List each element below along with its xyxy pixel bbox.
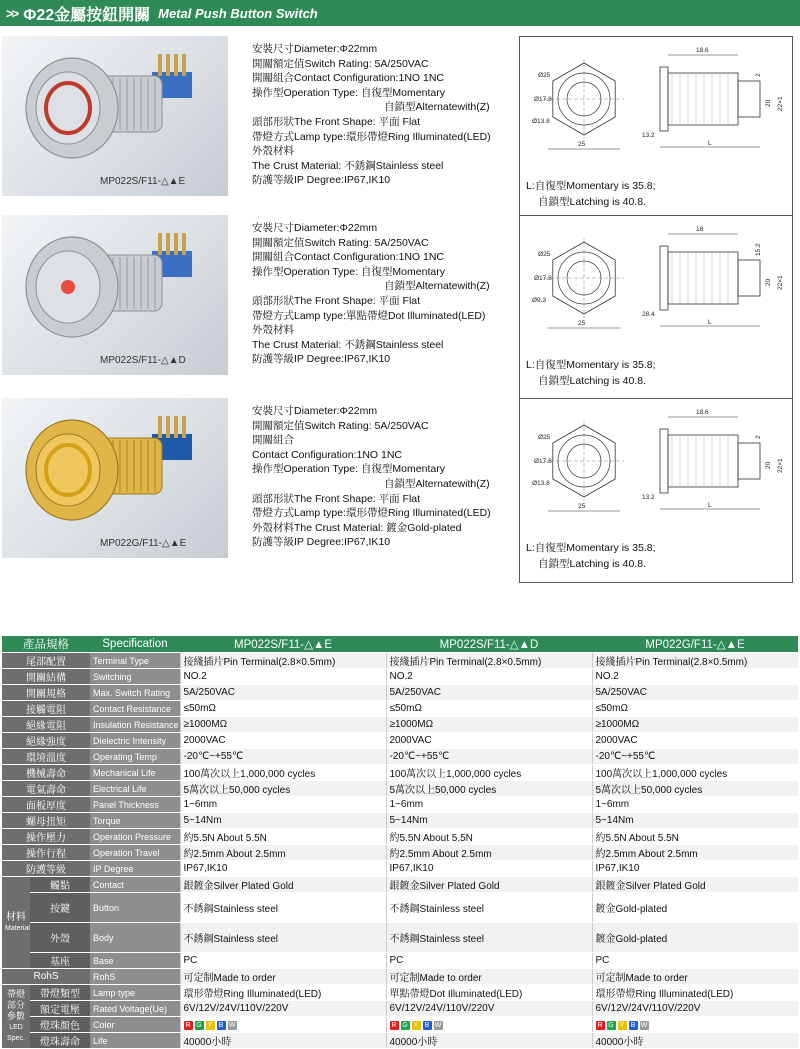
table-row: [2, 669, 798, 685]
terminal-pin: [166, 54, 170, 76]
led-color-swatch: W: [640, 1022, 648, 1029]
led-color-swatch: Y: [206, 1021, 215, 1030]
led-color-swatch: G: [608, 1022, 614, 1029]
row-label-cn: 燈珠壽命: [30, 1033, 90, 1049]
table-cell: IP67,IK10: [386, 861, 592, 877]
row-label-en: IP Degree: [90, 861, 180, 877]
dim-label: 28.4: [642, 311, 655, 318]
table-row: [2, 749, 798, 765]
spec-line: 外殼材料: [252, 145, 294, 158]
table-cell: IP67,IK10: [180, 861, 386, 877]
length-note: L:自復型Momentary is 35.8;: [526, 542, 656, 554]
dim-label: L: [708, 502, 712, 509]
dim-label: L: [708, 319, 712, 326]
table-cell: 6V/12V/24V/110V/220V: [592, 1001, 798, 1017]
spec-line: 帶燈方式Lamp type:環形帶燈Ring Illuminated(LED): [252, 130, 491, 143]
product-section: [0, 398, 800, 568]
push-button-illustration: [2, 36, 228, 176]
table-row: [2, 1033, 798, 1049]
product-section: [0, 36, 800, 206]
product-photo: [2, 215, 228, 375]
dim-label: Ø25: [538, 72, 551, 79]
spec-line: 開關額定值Switch Rating: 5A/250VAC: [252, 57, 429, 70]
spec-line: 帶燈方式Lamp type:單點帶燈Dot Illuminated(LED): [252, 309, 486, 322]
spec-line: 操作型Operation Type: 自復型Momentary: [252, 86, 445, 99]
row-label-cn: 尾部配置: [2, 653, 90, 669]
row-label-cn: 帶燈類型: [30, 985, 90, 1001]
led-color-swatch: B: [217, 1021, 226, 1030]
row-label-en: Operation Travel: [90, 845, 180, 861]
dim-label: Ø25: [538, 434, 551, 441]
table-row: [2, 717, 798, 733]
row-label-en: Operation Pressure: [90, 829, 180, 845]
row-label-cn: 開關結構: [2, 669, 90, 685]
dim-label: 25: [578, 503, 586, 510]
table-row: [2, 765, 798, 781]
table-cell: 單點帶燈Dot Illuminated(LED): [386, 985, 592, 1001]
material-group-en: Material: [5, 924, 30, 932]
dim-label: 2: [755, 73, 762, 77]
dim-label: 25: [578, 141, 586, 148]
dimension-drawing: [519, 398, 793, 583]
table-cell: 環形帶燈Ring Illuminated(LED): [180, 985, 386, 1001]
table-cell: ≥1000MΩ: [592, 717, 798, 733]
spec-line: 自鎖型Alternatewith(Z): [384, 101, 490, 114]
table-cell: 接綫插片Pin Terminal(2.8×0.5mm): [386, 653, 592, 669]
spec-line: 開關組合: [252, 434, 294, 447]
row-label-en: Rated Voltage(Ue): [90, 1001, 180, 1017]
table-cell: 5~14Nm: [386, 813, 592, 829]
table-cell: 銀鍍金Silver Plated Gold: [386, 877, 592, 893]
bezel-side: [660, 67, 668, 131]
table-row: [2, 893, 798, 923]
table-cell: 2000VAC: [180, 733, 386, 749]
table-cell: 5萬次以上50,000 cycles: [180, 781, 386, 797]
table-cell: [180, 1017, 386, 1033]
table-cell: 2000VAC: [592, 733, 798, 749]
table-row: [2, 653, 798, 669]
terminal-pin: [166, 233, 170, 255]
product-model-caption: MP022S/F11-△▲D: [100, 355, 186, 366]
led-color-swatch: W: [228, 1022, 236, 1029]
row-label-cn: 機械壽命: [2, 765, 90, 781]
dim-label: L: [708, 140, 712, 147]
table-cell: 約2.5mm About 2.5mm: [180, 845, 386, 861]
terminal-pin: [174, 233, 178, 255]
push-button-illustration: [2, 398, 228, 538]
table-cell: 5A/250VAC: [180, 685, 386, 701]
row-label-en: Torque: [90, 813, 180, 829]
table-cell: 不銹鋼Stainless steel: [180, 893, 386, 923]
spec-line: 開關額定值Switch Rating: 5A/250VAC: [252, 419, 429, 432]
table-cell: -20℃~+55℃: [180, 749, 386, 765]
row-label-cn: 絕緣強度: [2, 733, 90, 749]
table-cell: 2000VAC: [386, 733, 592, 749]
product-section: [0, 215, 800, 385]
led-color-swatch: Y: [412, 1021, 421, 1030]
led-color-swatch: G: [196, 1022, 202, 1029]
table-row: [2, 1017, 798, 1033]
table-cell: NO.2: [386, 669, 592, 685]
led-group-en: LED Spec.: [7, 1024, 25, 1042]
table-cell: ≤50mΩ: [592, 701, 798, 717]
table-cell: PC: [592, 953, 798, 969]
spec-line: 開關額定值Switch Rating: 5A/250VAC: [252, 236, 429, 249]
table-cell: -20℃~+55℃: [386, 749, 592, 765]
table-cell: NO.2: [180, 669, 386, 685]
table-cell: 1~6mm: [180, 797, 386, 813]
spec-list: [252, 42, 491, 188]
terminal-side: [738, 81, 760, 117]
length-note: 自鎖型Latching is 40.8.: [538, 375, 646, 387]
table-cell: 鍍金Gold-plated: [592, 893, 798, 923]
row-label-cn: 額定電壓: [30, 1001, 90, 1017]
row-label-cn: 操作壓力: [2, 829, 90, 845]
row-label-cn: 面板厚度: [2, 797, 90, 813]
dim-label: 22×1: [777, 275, 784, 290]
table-cell: 銀鍍金Silver Plated Gold: [180, 877, 386, 893]
spec-line: 操作型Operation Type: 自復型Momentary: [252, 463, 445, 476]
spec-line: 防護等級IP Degree:IP67,IK10: [252, 353, 391, 366]
row-label-en: Mechanical Life: [90, 765, 180, 781]
row-label-en: Electrical Life: [90, 781, 180, 797]
spec-list: [252, 404, 491, 550]
page-header: [0, 0, 800, 26]
table-cell: 5A/250VAC: [592, 685, 798, 701]
specification-table: [2, 636, 798, 1049]
row-label-en: Switching: [90, 669, 180, 685]
table-row: [2, 923, 798, 953]
row-label-cn: 防護等級: [2, 861, 90, 877]
terminal-side: [738, 260, 760, 296]
terminal-side: [738, 443, 760, 479]
row-label-cn: 外殼: [30, 923, 90, 953]
table-cell: 40000小時: [386, 1033, 592, 1049]
row-label-en: Body: [90, 923, 180, 953]
table-cell: 不銹鋼Stainless steel: [180, 923, 386, 953]
terminal-pin: [158, 233, 162, 255]
technical-drawing: [520, 399, 792, 534]
spec-list: [252, 221, 490, 367]
led-color-swatch: B: [629, 1021, 638, 1030]
dim-label: Ø9.3: [532, 297, 547, 304]
row-label-cn: 絕緣電阻: [2, 717, 90, 733]
header-model: MP022S/F11-△▲E: [180, 636, 386, 653]
table-header-row: [2, 636, 798, 653]
table-row: [2, 877, 798, 893]
led-color-swatch: R: [391, 1022, 397, 1029]
table-row: [2, 701, 798, 717]
row-label-en: Contact: [90, 877, 180, 893]
row-label-cn: 螺母扭矩: [2, 813, 90, 829]
push-button-illustration: [2, 215, 228, 355]
spec-line: The Crust Material: 不銹鋼Stainless steel: [252, 159, 444, 172]
header-cn: 產品規格: [2, 636, 90, 653]
terminal-pin: [182, 416, 186, 438]
table-cell: 鍍金Gold-plated: [592, 923, 798, 953]
spec-line: The Crust Material: 不銹鋼Stainless steel: [252, 338, 444, 351]
table-cell: NO.2: [592, 669, 798, 685]
table-cell: 接綫插片Pin Terminal(2.8×0.5mm): [180, 653, 386, 669]
row-label-en: Max. Switch Rating: [90, 685, 180, 701]
table-cell: ≥1000MΩ: [386, 717, 592, 733]
spec-line: 帶燈方式Lamp type:環形帶燈Ring Illuminated(LED): [252, 507, 491, 520]
spec-line: 安裝尺寸Diameter:Φ22mm: [252, 405, 378, 417]
product-model-caption: MP022G/F11-△▲E: [100, 538, 187, 549]
table-cell: 5~14Nm: [180, 813, 386, 829]
spec-line: 外殼材料The Crust Material: 鍍金Gold-plated: [252, 521, 462, 534]
led-group-label: [2, 985, 30, 1049]
bezel-side: [660, 246, 668, 310]
table-cell: 100萬次以上1,000,000 cycles: [592, 765, 798, 781]
row-label-cn: 操作行程: [2, 845, 90, 861]
table-cell: [592, 1017, 798, 1033]
spec-line: 自鎖型Alternatewith(Z): [384, 477, 490, 490]
table-cell: 約5.5N About 5.5N: [592, 829, 798, 845]
terminal-pin: [182, 233, 186, 255]
table-cell: 環形帶燈Ring Illuminated(LED): [592, 985, 798, 1001]
table-cell: ≥1000MΩ: [180, 717, 386, 733]
table-row: [2, 969, 798, 985]
table-cell: 接綫插片Pin Terminal(2.8×0.5mm): [592, 653, 798, 669]
dimension-drawing: [519, 36, 793, 221]
spec-line: 開關組合Contact Configuration:1NO 1NC: [252, 251, 444, 264]
led-group-cn: 帶燈部分參數: [6, 989, 25, 1021]
table-cell: -20℃~+55℃: [592, 749, 798, 765]
product-photo: [2, 398, 228, 558]
led-color-swatch: G: [402, 1022, 408, 1029]
spec-line: 頭部形狀The Front Shape: 平面 Flat: [252, 492, 421, 505]
page-title-en: Metal Push Button Switch: [158, 5, 318, 21]
table-cell: PC: [180, 953, 386, 969]
dim-label: 18: [696, 226, 704, 233]
header-model: MP022G/F11-△▲E: [592, 636, 798, 653]
table-row: [2, 733, 798, 749]
spec-line: 防護等級IP Degree:IP67,IK10: [252, 174, 391, 187]
row-label-en: Dielectric Intensity: [90, 733, 180, 749]
led-color-swatch: R: [185, 1022, 191, 1029]
table-cell: PC: [386, 953, 592, 969]
table-row: [2, 985, 798, 1001]
dimension-drawing: [519, 215, 793, 400]
body-side: [668, 435, 738, 487]
bezel-side: [660, 429, 668, 493]
dim-label: Ø13.8: [532, 480, 550, 487]
product-photo: [2, 36, 228, 196]
terminal-pin: [174, 54, 178, 76]
table-cell: 5~14Nm: [592, 813, 798, 829]
table-cell: 6V/12V/24V/110V/220V: [180, 1001, 386, 1017]
table-row: [2, 1001, 798, 1017]
spec-line: 頭部形狀The Front Shape: 平面 Flat: [252, 115, 421, 128]
terminal-pin: [182, 54, 186, 76]
table-cell: 約2.5mm About 2.5mm: [592, 845, 798, 861]
table-cell: 5萬次以上50,000 cycles: [386, 781, 592, 797]
led-color-swatch: R: [597, 1022, 603, 1029]
dim-label: 22×1: [777, 96, 784, 111]
row-label-en: Color: [90, 1017, 180, 1033]
terminal-pin: [174, 416, 178, 438]
table-cell: 約5.5N About 5.5N: [386, 829, 592, 845]
led-dot: [61, 280, 75, 294]
spec-line: Contact Configuration:1NO 1NC: [252, 448, 402, 461]
table-row: [2, 829, 798, 845]
page-title-cn: Φ22金屬按鈕開關: [23, 6, 151, 24]
technical-drawing: [520, 216, 792, 351]
led-color-swatch: W: [434, 1022, 442, 1029]
body-side: [668, 73, 738, 125]
table-cell: 40000小時: [180, 1033, 386, 1049]
row-label-en: RohS: [90, 969, 180, 985]
spec-line: 防護等級IP Degree:IP67,IK10: [252, 536, 391, 549]
row-label-en: Life: [90, 1033, 180, 1049]
table-row: [2, 953, 798, 969]
body-side: [668, 252, 738, 304]
dim-label: 20: [765, 99, 772, 107]
terminal-pin: [166, 416, 170, 438]
dim-label: Ø17.8: [534, 458, 552, 465]
technical-drawing: [520, 37, 792, 172]
length-note: 自鎖型Latching is 40.8.: [538, 558, 646, 570]
table-cell: ≤50mΩ: [386, 701, 592, 717]
dim-label: Ø25: [538, 251, 551, 258]
row-label-en: Lamp type: [90, 985, 180, 1001]
table-row: [2, 781, 798, 797]
table-row: [2, 797, 798, 813]
table-cell: 6V/12V/24V/110V/220V: [386, 1001, 592, 1017]
dim-label: 20: [765, 461, 772, 469]
spec-line: 操作型Operation Type: 自復型Momentary: [252, 265, 445, 278]
length-note: L:自復型Momentary is 35.8;: [526, 359, 656, 371]
spec-line: 安裝尺寸Diameter:Φ22mm: [252, 43, 378, 55]
terminal-pin: [158, 416, 162, 438]
row-label-en: Contact Resistance: [90, 701, 180, 717]
material-group-label: [2, 877, 30, 969]
table-cell: 可定制Made to order: [386, 969, 592, 985]
product-model-caption: MP022S/F11-△▲E: [100, 176, 186, 187]
table-cell: 銀鍍金Silver Plated Gold: [592, 877, 798, 893]
row-label-cn: RohS: [2, 969, 90, 985]
dim-label: Ø17.8: [534, 275, 552, 282]
row-label-en: Operating Temp: [90, 749, 180, 765]
table-cell: 可定制Made to order: [180, 969, 386, 985]
table-row: [2, 685, 798, 701]
row-label-cn: 環境溫度: [2, 749, 90, 765]
dim-label: 22×1: [777, 458, 784, 473]
dim-label: 25: [578, 320, 586, 327]
row-label-cn: 燈珠顏色: [30, 1017, 90, 1033]
spec-line: 自鎖型Alternatewith(Z): [384, 280, 490, 293]
table-cell: 100萬次以上1,000,000 cycles: [180, 765, 386, 781]
table-cell: 1~6mm: [592, 797, 798, 813]
table-cell: 1~6mm: [386, 797, 592, 813]
table-cell: ≤50mΩ: [180, 701, 386, 717]
dim-label: 13.2: [642, 132, 655, 139]
length-note: L:自復型Momentary is 35.8;: [526, 180, 656, 192]
spec-line: 頭部形狀The Front Shape: 平面 Flat: [252, 294, 421, 307]
dim-label: 20: [765, 278, 772, 286]
row-label-cn: 基座: [30, 953, 90, 969]
table-row: [2, 861, 798, 877]
table-cell: 100萬次以上1,000,000 cycles: [386, 765, 592, 781]
dim-label: 15.2: [755, 243, 762, 256]
dim-label: Ø13.8: [532, 118, 550, 125]
table-cell: 約2.5mm About 2.5mm: [386, 845, 592, 861]
row-label-en: Base: [90, 953, 180, 969]
table-cell: 不銹鋼Stainless steel: [386, 893, 592, 923]
row-label-en: Insulation Resistance: [90, 717, 180, 733]
dim-label: 18.6: [696, 409, 709, 416]
spec-line: 外殼材料: [252, 324, 294, 337]
led-color-swatch: Y: [618, 1021, 627, 1030]
dim-label: 2: [755, 435, 762, 439]
row-label-en: Terminal Type: [90, 653, 180, 669]
table-cell: 約5.5N About 5.5N: [180, 829, 386, 845]
header-model: MP022S/F11-△▲D: [386, 636, 592, 653]
spec-line: 安裝尺寸Diameter:Φ22mm: [252, 222, 378, 234]
table-cell: 5萬次以上50,000 cycles: [592, 781, 798, 797]
row-label-cn: 電氣壽命: [2, 781, 90, 797]
chevron-icon: >>: [6, 5, 18, 21]
length-note: 自鎖型Latching is 40.8.: [538, 196, 646, 208]
table-cell: 不銹鋼Stainless steel: [386, 923, 592, 953]
table-cell: IP67,IK10: [592, 861, 798, 877]
led-color-swatch: B: [423, 1021, 432, 1030]
table-cell: 5A/250VAC: [386, 685, 592, 701]
table-cell: 40000小時: [592, 1033, 798, 1049]
spec-line: 開關組合Contact Configuration:1NO 1NC: [252, 72, 444, 85]
table-cell: 可定制Made to order: [592, 969, 798, 985]
row-label-en: Panel Thickness: [90, 797, 180, 813]
row-label-cn: 觸點: [30, 877, 90, 893]
material-group-cn: 材料: [6, 911, 26, 923]
dim-label: 13.2: [642, 494, 655, 501]
row-label-en: Button: [90, 893, 180, 923]
terminal-pin: [158, 54, 162, 76]
row-label-cn: 接觸電阻: [2, 701, 90, 717]
table-row: [2, 813, 798, 829]
dim-label: 18.6: [696, 47, 709, 54]
row-label-cn: 按鍵: [30, 893, 90, 923]
table-cell: [386, 1017, 592, 1033]
table-row: [2, 845, 798, 861]
row-label-cn: 開關規格: [2, 685, 90, 701]
header-en: Specification: [90, 636, 180, 653]
dim-label: Ø17.8: [534, 96, 552, 103]
